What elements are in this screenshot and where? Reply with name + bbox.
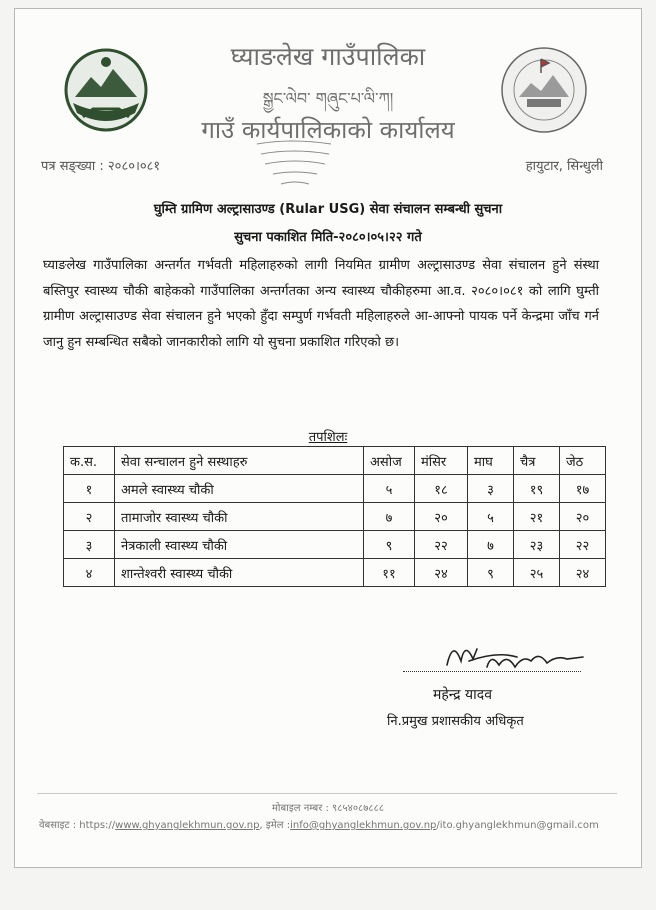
website-link[interactable]: www.ghyanglekhmun.gov.np [115, 820, 260, 831]
publish-date: सुचना पकाशित मिति-२०८०।०५।२२ गते [234, 230, 422, 245]
header-serial: क.स. [64, 447, 115, 475]
email-separator: / [436, 820, 440, 831]
municipality-name: घ्याङलेख गाउँपालिका [230, 42, 426, 71]
table-row [64, 503, 606, 531]
cell: २२ [415, 531, 468, 559]
header-institution: सेवा सन्चालन हुने सस्थाहरु [115, 447, 364, 475]
notice-body: घ्याङलेख गाउँपालिका अन्तर्गत गर्भवती महिलाहरुको लागी नियमित ग्रामीण अल्ट्रासाउण्ड सेवा संचालन हुने संस्था बस्तिपुर स्वास्थ्य चौकी बाहेकको गाउँपालिका अन्तर्गतका अन्य स्वास्थ्य चौकीहरुमा आ.व. २०८०।०८१ को लागि घुम्ती ग्रामीण अल्ट्रासाउण्ड सेवा संचालन हुने भएको हुँदा सम्पुर्ण गर्भवती महिलाहरुले आ-आफ्नो पायक पर्ने केन्द्रमा जाँच गर्न जानु हुन सम्बन्धित सबैको जानकारीको लागि यो सुचना प्रकाशित गरिएको छ। [43, 258, 599, 350]
schedule-table [63, 446, 606, 587]
cell: ५ [468, 503, 514, 531]
cell: २३ [514, 531, 560, 559]
header-asoj: असोज [364, 447, 415, 475]
cell: १७ [560, 475, 606, 503]
header-magh: माघ [468, 447, 514, 475]
office-name: गाउँ कार्यपालिकाको कार्यालय [201, 116, 455, 144]
cell: ४ [64, 559, 115, 587]
cell: २१ [514, 503, 560, 531]
cell: ३ [64, 531, 115, 559]
cell: २ [64, 503, 115, 531]
cell: ७ [364, 503, 415, 531]
cell: ३ [468, 475, 514, 503]
footer-mobile: मोबाइल नम्बर : ९८५४०८७८८८ [271, 803, 385, 814]
table-row [64, 559, 606, 587]
cell: २० [415, 503, 468, 531]
cell: ९ [468, 559, 514, 587]
footer-contact [39, 817, 599, 831]
cell: तामाजोर स्वास्थ्य चौकी [115, 503, 364, 531]
table-header-row [64, 447, 606, 475]
signature-line [403, 671, 581, 672]
email-link-info[interactable]: info@ghyanglekhmun.gov.np [290, 820, 437, 831]
officer-name: महेन्द्र यादव [433, 687, 492, 703]
table-row [64, 531, 606, 559]
cell: २० [560, 503, 606, 531]
details-heading: तपशिलः [308, 430, 348, 445]
email-link-ito[interactable]: ito.ghyanglekhmun@gmail.com [439, 820, 599, 831]
cell: ११ [364, 559, 415, 587]
header-jeth: जेठ [560, 447, 606, 475]
cell: ५ [364, 475, 415, 503]
header-chaitra: चैत्र [514, 447, 560, 475]
cell: ९ [364, 531, 415, 559]
officer-title: नि.प्रमुख प्रशासकीय अधिकृत [387, 714, 524, 729]
cell: शान्तेश्वरी स्वास्थ्य चौकी [115, 559, 364, 587]
cell: २५ [514, 559, 560, 587]
cell: २२ [560, 531, 606, 559]
municipality-name-tibetan: སྒྱང་ལེབ་ གཞུང་པ་ལི་ཀ། [262, 89, 394, 108]
document-page [14, 8, 642, 868]
table-row [64, 475, 606, 503]
cell: १९ [514, 475, 560, 503]
cell: नेत्रकाली स्वास्थ्य चौकी [115, 531, 364, 559]
website-label: वेबसाइट : https:// [39, 820, 116, 831]
cell: १ [64, 475, 115, 503]
header-mangsir: मंसिर [415, 447, 468, 475]
cell: अमले स्वास्थ्य चौकी [115, 475, 364, 503]
handwritten-signature [407, 631, 597, 683]
cell: २४ [415, 559, 468, 587]
notice-title: घुम्ति ग्रामिण अल्ट्रासाउण्ड (Rular USG) सेवा संचालन सम्बन्धी सुचना [153, 202, 503, 217]
reference-number: पत्र सङ्ख्या : २०८०।०८१ [41, 159, 161, 174]
footer-divider [37, 793, 617, 794]
cell: ७ [468, 531, 514, 559]
office-stamp [251, 134, 337, 192]
cell: २४ [560, 559, 606, 587]
cell: १८ [415, 475, 468, 503]
location: हायुटार, सिन्धुली [525, 159, 603, 174]
email-label: , इमेल : [259, 820, 291, 831]
